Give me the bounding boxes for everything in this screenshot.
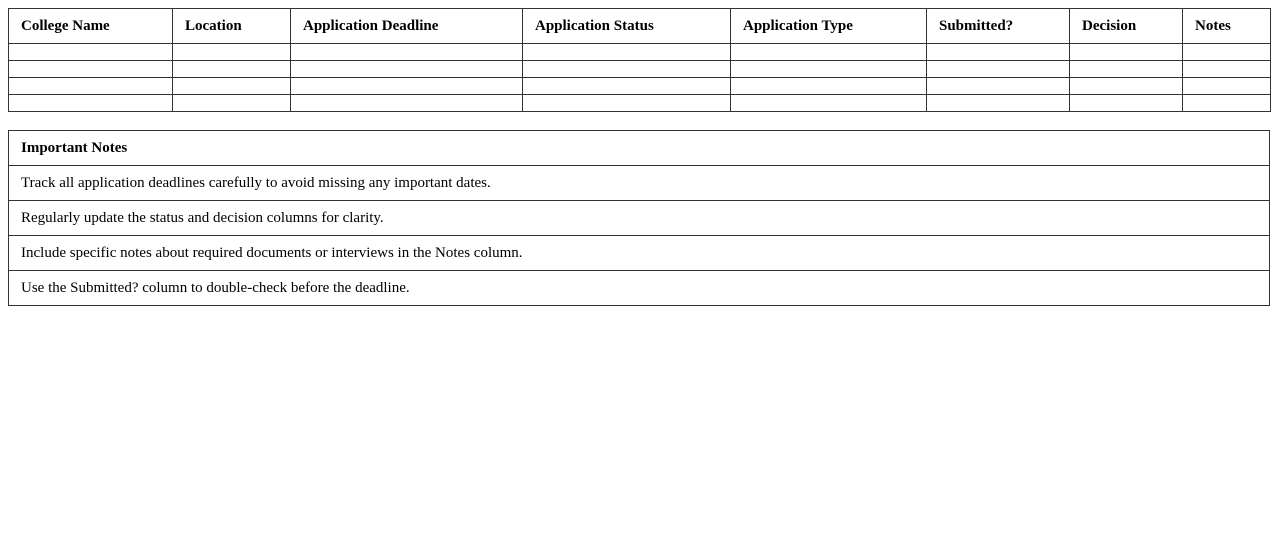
column-header-college-name: College Name bbox=[9, 9, 173, 44]
table-cell[interactable] bbox=[291, 44, 523, 61]
table-cell[interactable] bbox=[731, 95, 927, 112]
note-item: Regularly update the status and decision columns for clarity. bbox=[9, 201, 1270, 236]
table-cell[interactable] bbox=[927, 78, 1070, 95]
table-cell[interactable] bbox=[173, 95, 291, 112]
table-cell[interactable] bbox=[1070, 95, 1183, 112]
table-cell[interactable] bbox=[927, 61, 1070, 78]
table-cell[interactable] bbox=[731, 78, 927, 95]
table-cell[interactable] bbox=[1070, 61, 1183, 78]
table-cell[interactable] bbox=[523, 78, 731, 95]
note-item: Track all application deadlines carefully to avoid missing any important dates. bbox=[9, 166, 1270, 201]
column-header-application-status: Application Status bbox=[523, 9, 731, 44]
table-cell[interactable] bbox=[291, 78, 523, 95]
note-row bbox=[9, 236, 1270, 271]
important-notes-table bbox=[8, 130, 1270, 306]
table-cell[interactable] bbox=[927, 95, 1070, 112]
column-header-application-type: Application Type bbox=[731, 9, 927, 44]
table-cell[interactable] bbox=[9, 95, 173, 112]
table-cell[interactable] bbox=[523, 61, 731, 78]
table-cell[interactable] bbox=[1183, 95, 1271, 112]
column-header-location: Location bbox=[173, 9, 291, 44]
note-item: Include specific notes about required documents or interviews in the Notes column. bbox=[9, 236, 1270, 271]
college-application-table bbox=[8, 8, 1271, 112]
table-cell[interactable] bbox=[1070, 78, 1183, 95]
table-header-row bbox=[9, 9, 1271, 44]
page-content bbox=[8, 8, 1270, 306]
table-cell[interactable] bbox=[523, 95, 731, 112]
notes-title: Important Notes bbox=[9, 131, 1270, 166]
notes-header-row bbox=[9, 131, 1270, 166]
column-header-decision: Decision bbox=[1070, 9, 1183, 44]
table-cell[interactable] bbox=[291, 95, 523, 112]
table-cell[interactable] bbox=[291, 61, 523, 78]
table-cell[interactable] bbox=[173, 44, 291, 61]
table-cell[interactable] bbox=[1183, 78, 1271, 95]
table-cell[interactable] bbox=[173, 78, 291, 95]
table-cell[interactable] bbox=[731, 61, 927, 78]
column-header-submitted: Submitted? bbox=[927, 9, 1070, 44]
note-row bbox=[9, 201, 1270, 236]
table-cell[interactable] bbox=[927, 44, 1070, 61]
table-row bbox=[9, 44, 1271, 61]
table-row bbox=[9, 61, 1271, 78]
table-cell[interactable] bbox=[731, 44, 927, 61]
table-cell[interactable] bbox=[1183, 61, 1271, 78]
table-cell[interactable] bbox=[9, 78, 173, 95]
table-cell[interactable] bbox=[9, 61, 173, 78]
table-cell[interactable] bbox=[1070, 44, 1183, 61]
note-item: Use the Submitted? column to double-check before the deadline. bbox=[9, 271, 1270, 306]
table-cell[interactable] bbox=[1183, 44, 1271, 61]
table-cell[interactable] bbox=[173, 61, 291, 78]
column-header-notes: Notes bbox=[1183, 9, 1271, 44]
table-row bbox=[9, 95, 1271, 112]
note-row bbox=[9, 271, 1270, 306]
table-cell[interactable] bbox=[523, 44, 731, 61]
table-cell[interactable] bbox=[9, 44, 173, 61]
note-row bbox=[9, 166, 1270, 201]
column-header-application-deadline: Application Deadline bbox=[291, 9, 523, 44]
table-row bbox=[9, 78, 1271, 95]
